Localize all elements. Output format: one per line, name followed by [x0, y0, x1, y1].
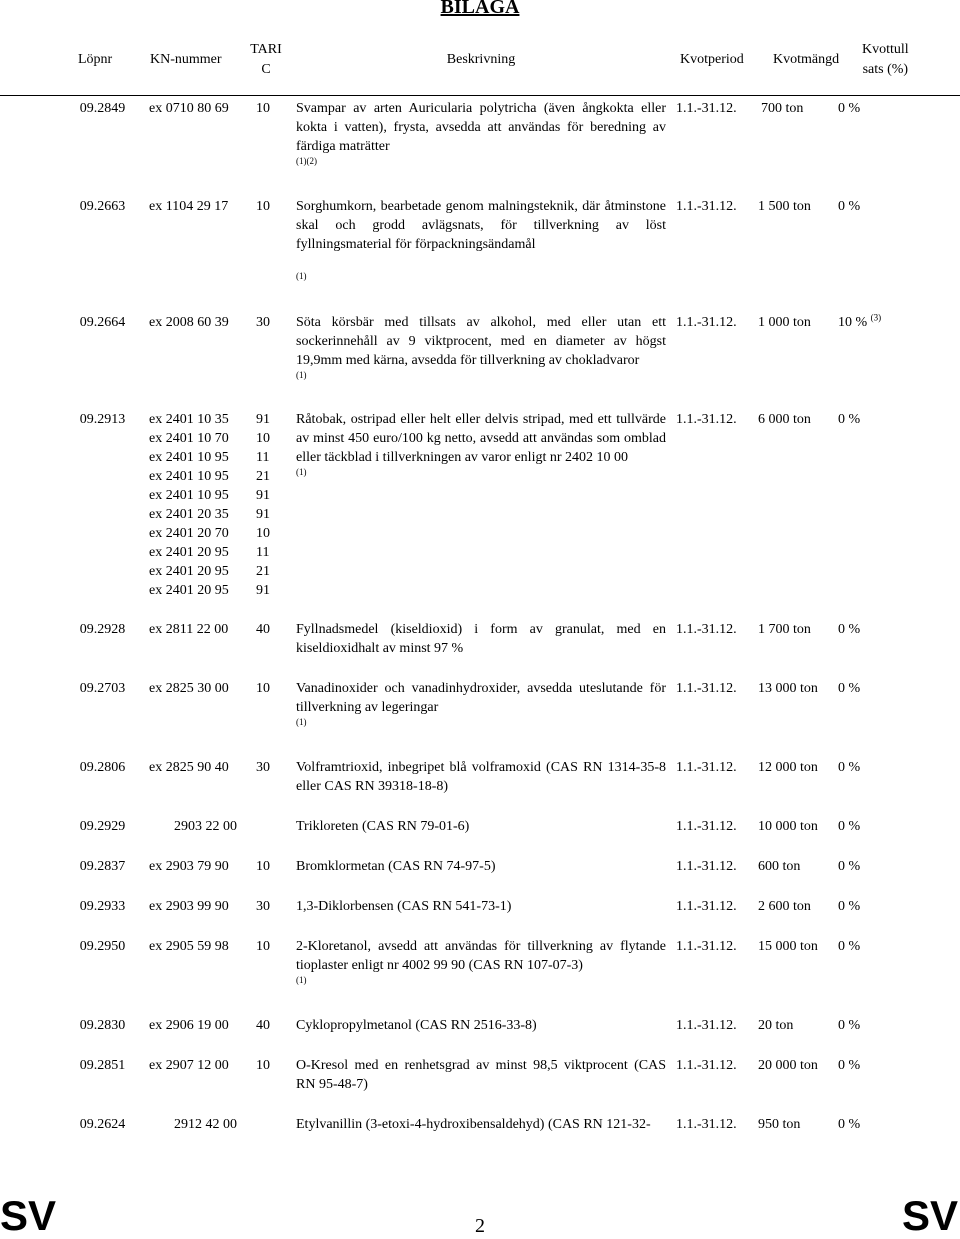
description-cell: [296, 857, 666, 876]
quantity-cell: 700 ton: [761, 101, 804, 116]
duty-cell: 0 %: [838, 622, 861, 637]
kn-item: ex 2401 10 95: [149, 450, 229, 465]
duty-cell: 0 %: [838, 1058, 861, 1073]
duty-cell: [838, 313, 918, 332]
period-cell: 1.1.-31.12.: [676, 1018, 737, 1033]
kn-cell: ex 2906 19 00: [149, 1018, 229, 1033]
header-lopnr: Löpnr: [78, 52, 113, 67]
description-cell: [296, 679, 666, 728]
period-cell: 1.1.-31.12.: [676, 199, 737, 214]
description-text: Råtobak, ostripad eller helt eller delvis stripad, med ett tullvärde av minst 450 euro/100 kg netto, avsedd att användas som omblad eller täckblad i tillverkningen av varor enligt nr 2402 10 00: [296, 412, 666, 465]
quantity-cell: 1 700 ton: [758, 622, 811, 637]
kn-item: ex 2401 20 70: [149, 526, 229, 541]
description-text: Söta körsbär med tillsats av alkohol, med eller utan ett sockerinnehåll av 9 viktprocent, med en diameter av högst 19,9mm med kärna, avsedda för tillverkning av chokladvaror: [296, 315, 666, 368]
taric-cell: 40: [256, 1018, 270, 1033]
description-text: 2-Kloretanol, avsedd att användas för tillverkning av flytande tioplaster enligt nr 4002 99 90 (CAS RN 107-07-3): [296, 939, 666, 973]
footnote-ref: (1): [296, 370, 307, 380]
table-header: [0, 0, 960, 96]
kn-cell: ex 2903 79 90: [149, 859, 229, 874]
kn-item: ex 2401 20 95: [149, 564, 229, 579]
kn-item: ex 2401 20 95: [149, 545, 229, 560]
kn-item: ex 2401 20 95: [149, 583, 229, 598]
lopnr-cell: 09.2664: [79, 315, 126, 330]
description-text: 1,3-Diklorbensen (CAS RN 541-73-1): [296, 899, 512, 914]
taric-item: 91: [256, 488, 270, 503]
kn-cell: ex 2825 90 40: [149, 760, 229, 775]
taric-cell: 10: [256, 1058, 270, 1073]
header-kvotmangd: Kvotmängd: [773, 52, 840, 67]
quantity-cell: 1 500 ton: [758, 199, 811, 214]
taric-cell: 30: [256, 899, 270, 914]
kn-cell: ex 0710 80 69: [149, 101, 229, 116]
header-kvottull-line2: sats (%): [862, 62, 909, 77]
description-text: O-Kresol med en renhetsgrad av minst 98,5 viktprocent (CAS RN 95-48-7): [296, 1058, 666, 1092]
duty-cell: 0 %: [838, 859, 861, 874]
quantity-cell: 20 ton: [758, 1018, 794, 1033]
taric-list: [256, 410, 280, 600]
kn-cell: ex 2008 60 39: [149, 315, 229, 330]
period-cell: 1.1.-31.12.: [676, 101, 737, 116]
taric-item: 91: [256, 583, 270, 598]
period-cell: 1.1.-31.12.: [676, 859, 737, 874]
footnote-ref: (1): [296, 271, 307, 281]
kn-item: ex 2401 10 95: [149, 469, 229, 484]
description-text: Etylvanillin (3-etoxi-4-hydroxibensaldehyd) (CAS RN 121-32-: [296, 1117, 651, 1132]
description-text: Cyklopropylmetanol (CAS RN 2516-33-8): [296, 1018, 537, 1033]
lopnr-cell: 09.2837: [79, 859, 126, 874]
duty-cell: 0 %: [838, 1117, 861, 1132]
quantity-cell: 20 000 ton: [758, 1058, 818, 1073]
taric-item: 91: [256, 412, 270, 427]
taric-cell: 30: [256, 315, 270, 330]
description-cell: [296, 313, 666, 381]
description-text: Bromklormetan (CAS RN 74-97-5): [296, 859, 496, 874]
header-taric-line1: TARI: [250, 42, 282, 57]
footnote-ref: (1): [296, 467, 307, 477]
description-cell: [296, 197, 666, 282]
header-kvottull-line1: Kvottull: [862, 42, 909, 57]
header-taric: [248, 40, 284, 80]
taric-item: 10: [256, 526, 270, 541]
lopnr-cell: 09.2624: [79, 1117, 126, 1132]
description-cell: [296, 1056, 666, 1094]
period-cell: 1.1.-31.12.: [676, 819, 737, 834]
period-cell: 1.1.-31.12.: [676, 899, 737, 914]
kn-item: ex 2401 10 35: [149, 412, 229, 427]
page-number: 2: [475, 1215, 485, 1237]
quantity-cell: 6 000 ton: [758, 412, 811, 427]
language-code-right: SV: [901, 1192, 958, 1239]
period-cell: 1.1.-31.12.: [676, 681, 737, 696]
duty-cell: 0 %: [838, 760, 861, 775]
taric-item: 21: [256, 469, 270, 484]
taric-cell: 10: [256, 681, 270, 696]
description-text: Vanadinoxider och vanadinhydroxider, avsedda uteslutande för tillverkning av legeringar: [296, 681, 666, 715]
description-text: Fyllnadsmedel (kiseldioxid) i form av granulat, med en kiseldioxidhalt av minst 97 %: [296, 622, 666, 656]
description-cell: [296, 937, 666, 986]
footnote-ref: (1)(2): [296, 156, 317, 166]
description-cell: [296, 620, 666, 658]
taric-cell: 10: [256, 101, 270, 116]
period-cell: 1.1.-31.12.: [676, 315, 737, 330]
lopnr-cell: 09.2933: [79, 899, 126, 914]
taric-cell: 30: [256, 760, 270, 775]
kn-cell: ex 2907 12 00: [149, 1058, 229, 1073]
footnote-ref: (1): [296, 717, 307, 727]
duty-cell: 0 %: [838, 1018, 861, 1033]
taric-cell: 10: [256, 939, 270, 954]
kn-cell: 2912 42 00: [174, 1117, 237, 1132]
description-text: Svampar av arten Auricularia polytricha (även ångkokta eller kokta i vatten), frysta, avsedda att användas för beredning av färdiga maträtter: [296, 101, 666, 154]
header-beskrivning: Beskrivning: [446, 52, 516, 67]
quantity-cell: 15 000 ton: [758, 939, 818, 954]
period-cell: 1.1.-31.12.: [676, 760, 737, 775]
quantity-cell: 600 ton: [758, 859, 801, 874]
description-cell: [296, 1115, 666, 1134]
description-cell: [296, 99, 666, 167]
lopnr-cell: 09.2663: [79, 199, 126, 214]
description-text: Trikloreten (CAS RN 79-01-6): [296, 819, 470, 834]
period-cell: 1.1.-31.12.: [676, 412, 737, 427]
duty-footnote: (3): [870, 312, 882, 323]
footnote-ref: (1): [296, 975, 307, 985]
kn-item: ex 2401 10 95: [149, 488, 229, 503]
header-taric-line2: C: [261, 62, 271, 77]
taric-item: 11: [256, 545, 270, 560]
kn-cell: ex 2825 30 00: [149, 681, 229, 696]
period-cell: 1.1.-31.12.: [676, 1117, 737, 1132]
lopnr-cell: 09.2851: [79, 1058, 126, 1073]
period-cell: 1.1.-31.12.: [676, 939, 737, 954]
description-cell: [296, 1016, 666, 1035]
kn-cell: ex 2811 22 00: [149, 622, 229, 637]
duty-cell: 0 %: [838, 939, 861, 954]
lopnr-cell: 09.2806: [79, 760, 126, 775]
taric-cell: 40: [256, 622, 270, 637]
kn-cell: ex 2905 59 98: [149, 939, 229, 954]
lopnr-cell: 09.2928: [79, 622, 126, 637]
lopnr-cell: 09.2929: [79, 819, 126, 834]
lopnr-cell: 09.2703: [79, 681, 126, 696]
kn-cell: ex 2903 99 90: [149, 899, 229, 914]
duty-cell: 0 %: [838, 899, 861, 914]
taric-item: 21: [256, 564, 270, 579]
taric-item: 11: [256, 450, 270, 465]
period-cell: 1.1.-31.12.: [676, 622, 737, 637]
description-cell: [296, 817, 666, 836]
duty-cell: 0 %: [838, 681, 861, 696]
duty-cell: 0 %: [838, 101, 861, 116]
taric-item: 10: [256, 431, 270, 446]
quantity-cell: 10 000 ton: [758, 819, 818, 834]
quantity-cell: 13 000 ton: [758, 681, 818, 696]
lopnr-cell: 09.2849: [79, 101, 126, 116]
description-text: Sorghumkorn, bearbetade genom malningsteknik, där åtminstone skal och grodd avlägsnats, för tillverkning av löst fyllningsmaterial för förpackningsändamål: [296, 199, 666, 252]
kn-item: ex 2401 10 70: [149, 431, 229, 446]
kn-cell: 2903 22 00: [174, 819, 237, 834]
description-cell: [296, 410, 666, 478]
lopnr-cell: 09.2950: [79, 939, 126, 954]
taric-cell: 10: [256, 859, 270, 874]
description-cell: [296, 897, 666, 916]
language-code-left: SV: [0, 1192, 57, 1239]
kn-cell: ex 1104 29 17: [149, 199, 229, 214]
kn-list: [149, 410, 249, 600]
header-kn-nummer: KN-nummer: [150, 52, 222, 67]
lopnr-cell: 09.2913: [79, 412, 126, 427]
taric-item: 91: [256, 507, 270, 522]
period-cell: 1.1.-31.12.: [676, 1058, 737, 1073]
kn-item: ex 2401 20 35: [149, 507, 229, 522]
page-title: BILAGA: [440, 0, 520, 18]
taric-cell: 10: [256, 199, 270, 214]
duty-cell: 0 %: [838, 819, 861, 834]
description-cell: [296, 758, 666, 796]
header-kvotperiod: Kvotperiod: [680, 52, 744, 67]
description-text: Volframtrioxid, inbegripet blå volframoxid (CAS RN 1314-35-8 eller CAS RN 39318-18-8): [296, 760, 666, 794]
quantity-cell: 950 ton: [758, 1117, 801, 1132]
quantity-cell: 12 000 ton: [758, 760, 818, 775]
quantity-cell: 2 600 ton: [758, 899, 811, 914]
header-kvottullsats: [862, 40, 909, 80]
quantity-cell: 1 000 ton: [758, 315, 811, 330]
lopnr-cell: 09.2830: [79, 1018, 126, 1033]
duty-value: 10 %: [838, 315, 868, 330]
duty-cell: 0 %: [838, 412, 861, 427]
duty-cell: 0 %: [838, 199, 861, 214]
